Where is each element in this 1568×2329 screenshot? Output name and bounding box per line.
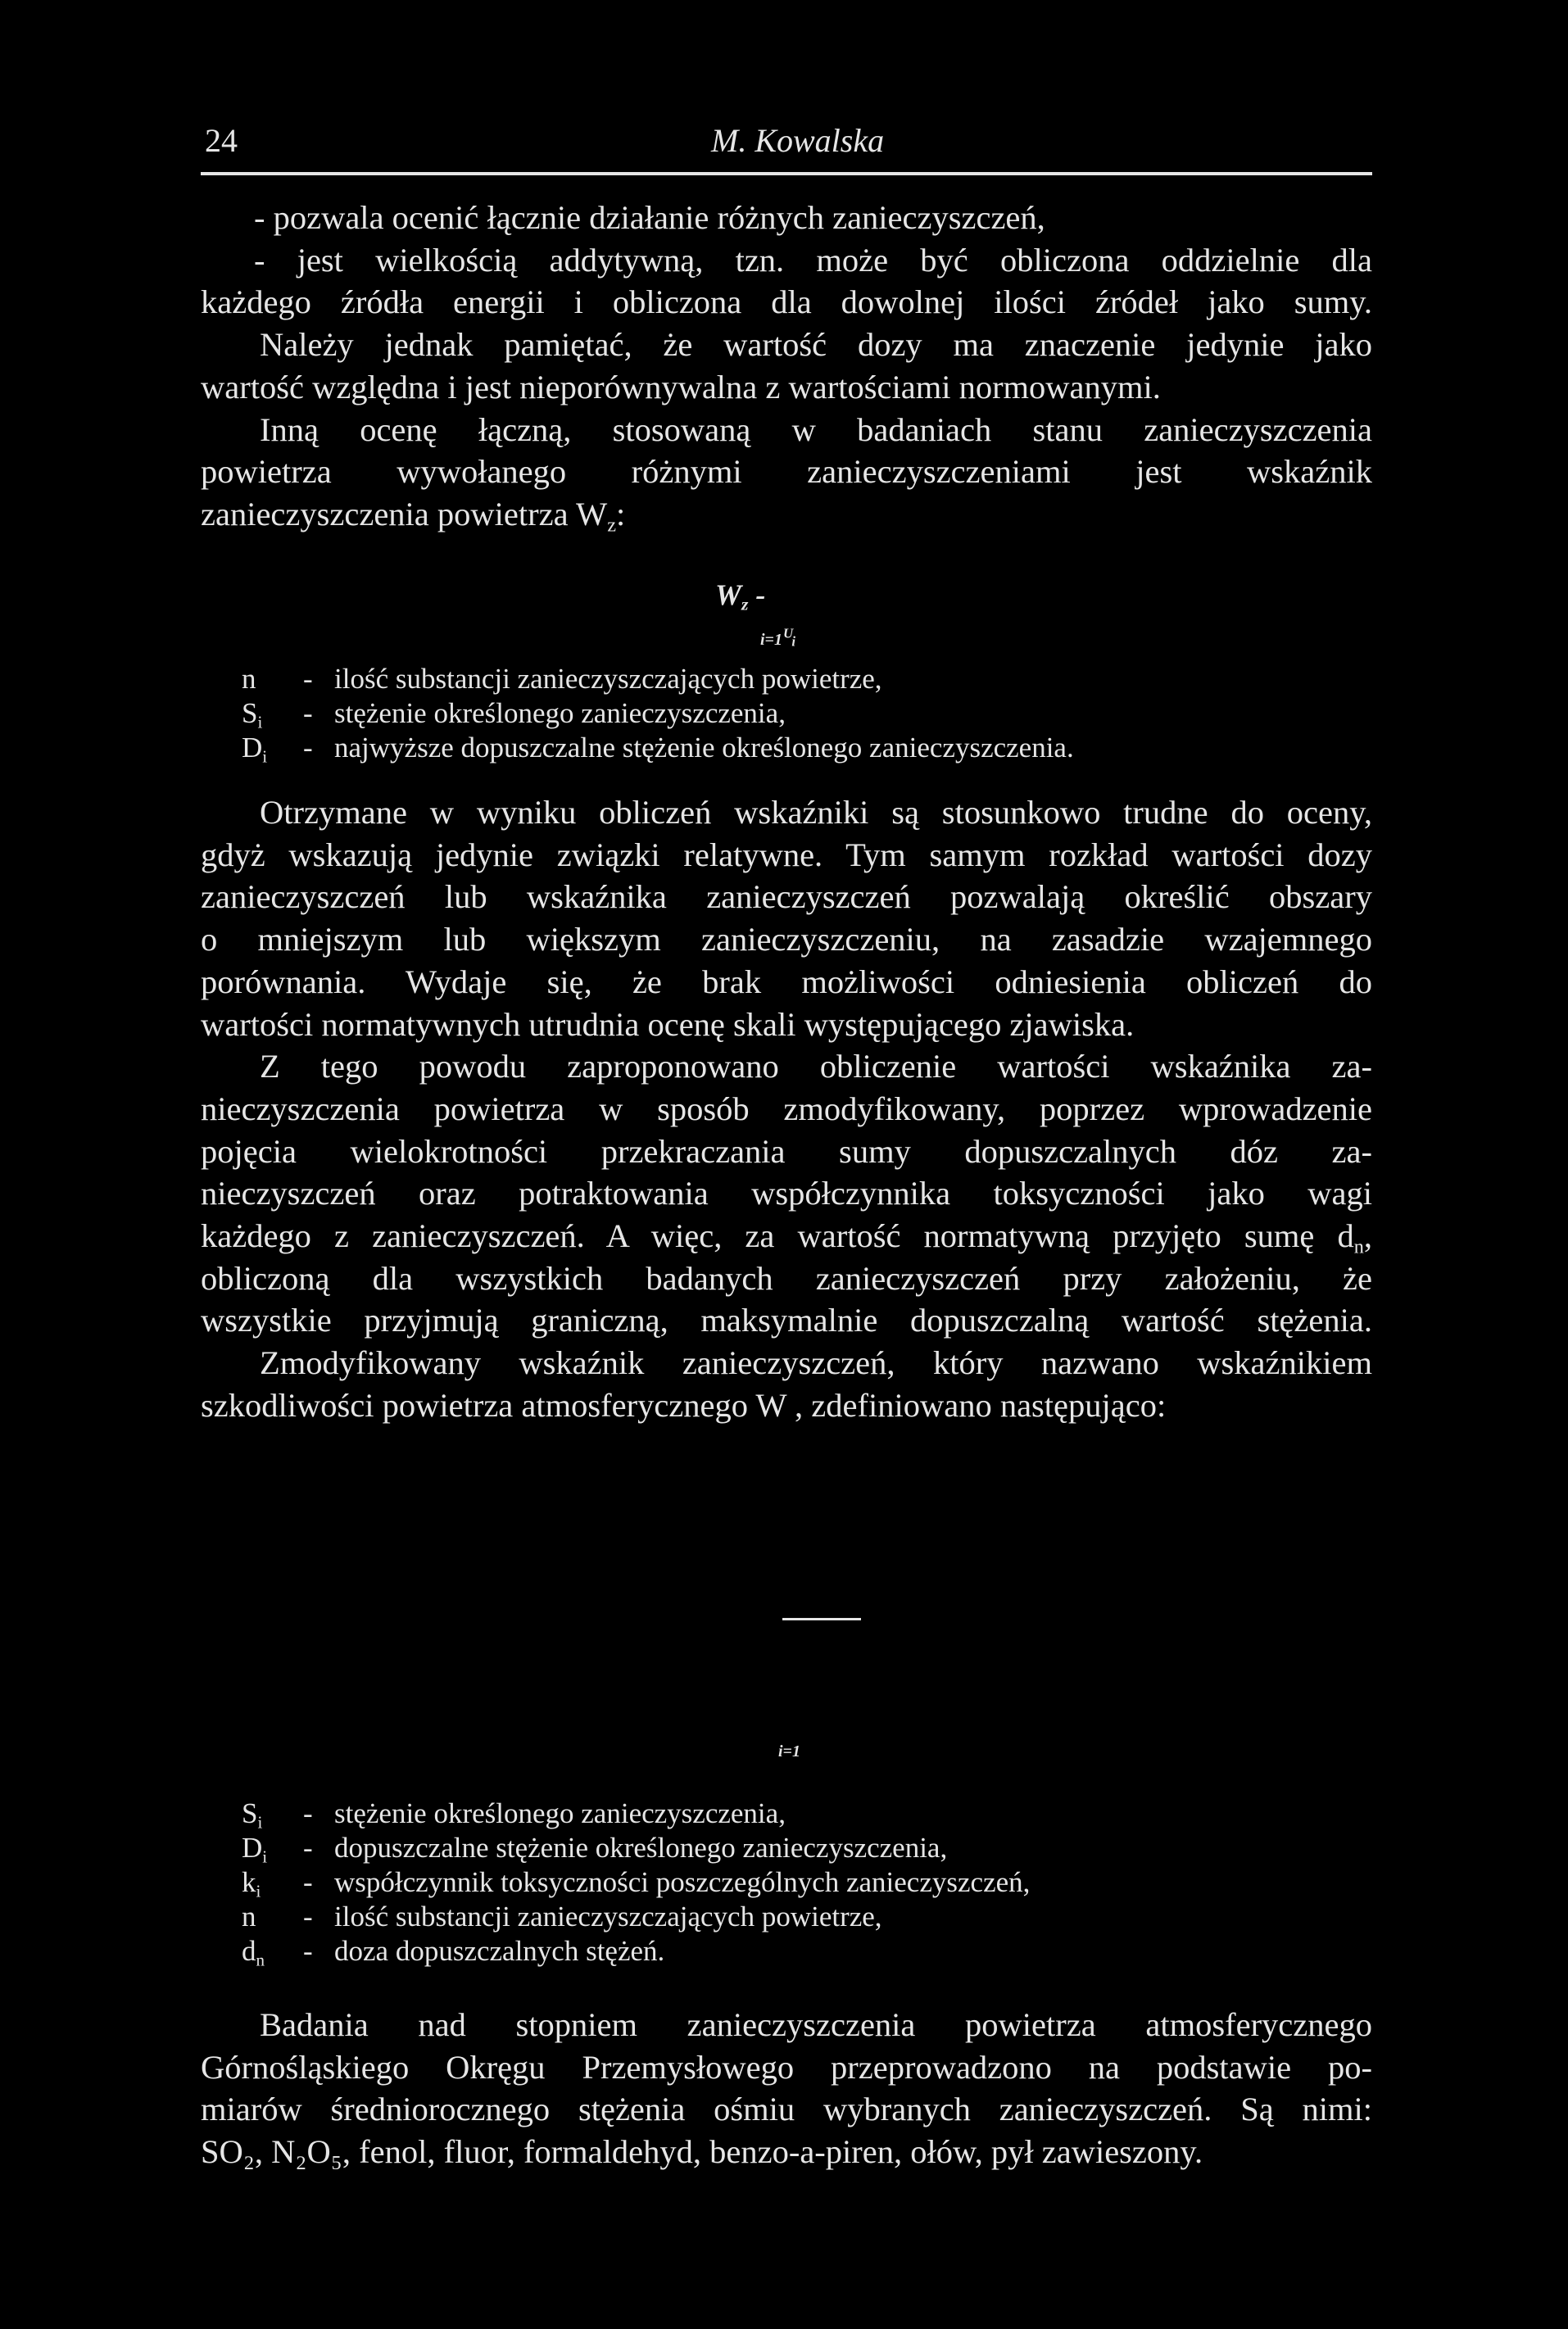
paragraph-line: powietrza wywołanego różnymi zanieczyszczeniami jest wskaźnik [201,453,1372,491]
formula-fragment: ᵁᵢ [782,624,797,650]
header-rule [201,172,1372,175]
definition-dash: - [303,697,313,729]
paragraph-line: Inną ocenę łączną, stosowaną w badaniach stanu zanieczyszczenia [260,410,1372,448]
research-section [201,2004,1372,2173]
list-item: każdego źródła energii i obliczona dla dowolnej ilości źródeł jako sumy. [201,283,1372,321]
paragraph-line: Należy jednak pamiętać, że wartość dozy ma znaczenie jedynie jako [260,326,1372,364]
definition-symbol: n [242,1901,256,1933]
definition-dash: - [303,1901,313,1933]
paragraph-line: Zmodyfikowany wskaźnik zanieczyszczeń, który nazwano wskaźnikiem [260,1344,1372,1382]
definition-text: ilość substancji zanieczyszczających powietrze, [334,663,882,695]
paragraph-line: o mniejszym lub większym zanieczyszczeniu, na zasadzie wzajemnego [201,921,1372,958]
paragraph-line: zanieczyszczenia powietrza $W_z$: [201,495,626,537]
paragraph-line: zanieczyszczeń lub wskaźnika zanieczyszczeń pozwalają określić obszary [201,878,1372,916]
paragraph-line: pojęcia wielokrotności przekraczania sumy dopuszczalnych dóz za- [201,1132,1372,1170]
paragraph-line: SO₂, N₂O₅, fenol, fluor, formaldehyd, benzo-a-piren, ołów, pył zawieszony. [201,2133,1203,2171]
definition-symbol: $d_n$ [242,1935,265,1970]
paragraph-line: wszystkie przyjmują graniczną, maksymalnie dopuszczalną wartość stężenia. [201,1302,1372,1339]
paragraph-line: gdyż wskazują jedynie związki relatywne. Tym samym rozkład wartości dozy [201,836,1372,873]
formula-index-label: i=1 [760,631,782,649]
paragraph-line: Badania nad stopniem zanieczyszczenia powietrza atmosferycznego [260,2006,1372,2043]
definition-row [242,1797,1030,1831]
paragraph-line: każdego z zanieczyszczeń. A więc, za wartość normatywną przyjęto sumę $d_n$, [201,1217,1372,1258]
definitions-list-2 [242,1797,1030,1969]
definition-symbol: $k_i$ [242,1866,261,1901]
definition-dash: - [303,732,313,763]
intro-section [201,197,1372,536]
definition-dash: - [303,663,313,695]
definition-dash: - [303,1866,313,1898]
paragraph-line: nieczyszczenia powietrza w sposób zmodyfikowany, poprzez wprowadzenie [201,1090,1372,1127]
definition-text: ilość substancji zanieczyszczających powietrze, [334,1901,882,1933]
definition-symbol: n [242,663,256,695]
formula-wz-lhs: $W_z$ - [715,578,766,614]
definition-text: dopuszczalne stężenie określonego zanieczyszczenia, [334,1832,948,1864]
definition-text: stężenie określonego zanieczyszczenia, [334,697,786,729]
paragraph-line: obliczoną dla wszystkich badanych zanieczyszczeń przy założeniu, że [201,1259,1372,1297]
running-head: M. Kowalska [711,122,885,159]
paragraph-line: porównania. Wydaje się, że brak możliwości odniesienia obliczeń do [201,963,1372,1000]
list-item: - pozwala ocenić łącznie działanie różnych zanieczyszczeń, [254,199,1045,236]
paragraph-line: nieczyszczeń oraz potraktowania współczynnika toksyczności jako wagi [201,1175,1372,1212]
definition-row [242,662,1074,696]
paragraph-line: miarów średniorocznego stężenia ośmiu wybranych zanieczyszczeń. Są nimi: [201,2091,1372,2128]
definition-dash: - [303,1797,313,1829]
definitions-list-1 [242,662,1074,765]
definition-symbol: $D_i$ [242,1832,268,1867]
definition-text: współczynnik toksyczności poszczególnych zanieczyszczeń, [334,1866,1031,1898]
definition-dash: - [303,1935,313,1967]
definition-row [242,1831,1030,1865]
definition-row [242,1934,1030,1969]
paragraph-line: wartości normatywnych utrudnia ocenę skali występującego zjawiska. [201,1005,1135,1043]
definition-symbol: $D_i$ [242,732,268,767]
body-section [201,791,1372,1427]
list-item: - jest wielkością addytywną, tzn. może być obliczona oddzielnie dla [254,241,1372,279]
definition-symbol: $S_i$ [242,697,263,732]
formula-fraction-bar [782,1618,861,1620]
definition-row [242,696,1074,731]
definition-row [242,731,1074,765]
paragraph-line: Z tego powodu zaproponowano obliczenie wartości wskaźnika za- [260,1048,1372,1085]
paragraph-line: Otrzymane w wyniku obliczeń wskaźniki są stosunkowo trudne do oceny, [260,794,1372,831]
paragraph-line: Górnośląskiego Okręgu Przemysłowego przeprowadzono na podstawie po- [201,2048,1372,2086]
formula-index-label: i=1 [778,1742,800,1760]
definition-row [242,1865,1030,1900]
paragraph-line: szkodliwości powietrza atmosferycznego W , zdefiniowano następująco: [201,1386,1167,1424]
paragraph-line: wartość względna i jest nieporównywalna z wartościami normowanymi. [201,368,1161,406]
definition-text: najwyższe dopuszczalne stężenie określonego zanieczyszczenia. [334,732,1074,763]
definition-dash: - [303,1832,313,1864]
definition-symbol: $S_i$ [242,1797,263,1833]
definition-text: stężenie określonego zanieczyszczenia, [334,1797,786,1829]
page-number: 24 [205,122,238,159]
definition-text: doza dopuszczalnych stężeń. [334,1935,665,1967]
definition-row [242,1900,1030,1934]
